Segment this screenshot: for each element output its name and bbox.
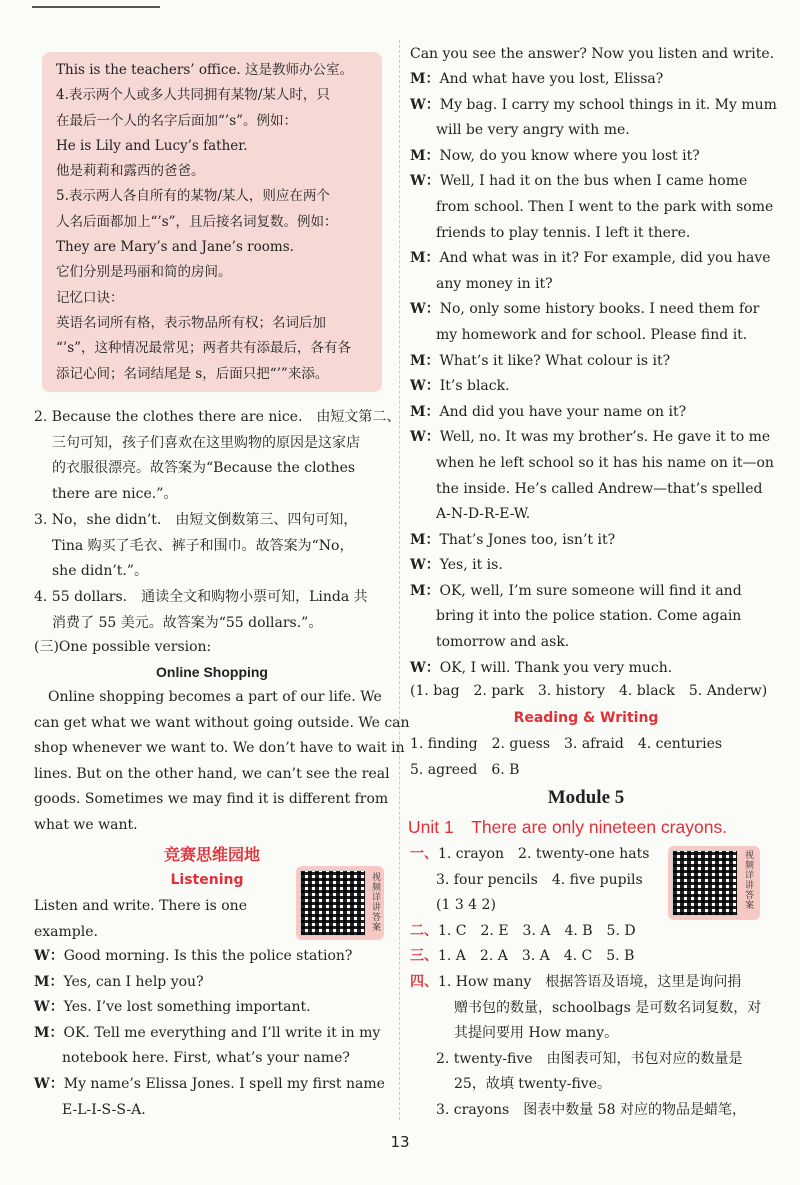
answer-line: 1. How many 根据答语及语境，这里是询问捐 bbox=[438, 974, 742, 990]
dialogue-line: A-N-D-R-E-W. bbox=[436, 506, 531, 523]
essay-line: goods. Sometimes we may find it is different from bbox=[34, 791, 389, 808]
answer-line: 3. No，she didn’t. 由短文倒数第三、四句可知， bbox=[34, 512, 358, 528]
answer-line: 2. twenty-five 由图表可知，书包对应的数量是 bbox=[436, 1050, 743, 1067]
contest-section-title: 竞赛思维园地 bbox=[163, 845, 260, 864]
answer-line: (1 3 4 2) bbox=[436, 897, 496, 914]
note-line: 4.表示两个人或多人共同拥有某物/某人时，只 bbox=[56, 87, 330, 104]
section-3 bbox=[410, 944, 634, 970]
dialogue-right bbox=[410, 67, 777, 681]
qr-code[interactable] bbox=[672, 850, 738, 916]
answer-line: 消费了 55 美元。故答案为“55 dollars.”。 bbox=[52, 614, 323, 631]
answer-line: 的衣服很漂亮。故答案为“Because the clothes bbox=[52, 460, 356, 477]
answer-4 bbox=[34, 585, 390, 636]
dialogue-turn bbox=[34, 970, 394, 996]
dialogue-line: my homework and for school. Please find it. bbox=[436, 326, 748, 343]
note-line: 人名后面都加上“’s”，且后接名词复数。例如： bbox=[56, 213, 338, 230]
dialogue-line: And what have you lost, Elissa? bbox=[439, 71, 664, 87]
qr-caption: 视频详讲答案 bbox=[370, 872, 380, 932]
dialogue-line: OK, I will. Thank you very much. bbox=[439, 659, 673, 676]
essay-line: Online shopping becomes a part of our life. We bbox=[34, 689, 382, 705]
speaker-label: M： bbox=[410, 352, 440, 369]
dialogue-line: That’s Jones too, isn’t it? bbox=[439, 531, 616, 548]
essay-line: lines. But on the other hand, we can’t see the real bbox=[34, 765, 390, 782]
speaker-label: W： bbox=[34, 948, 64, 964]
answer-2 bbox=[34, 405, 401, 507]
dialogue-line: Now, do you know where you lost it? bbox=[439, 147, 700, 164]
listen-prompt: Can you see the answer? Now you listen and write. bbox=[410, 46, 775, 62]
dialogue-line: Yes. I’ve lost something important. bbox=[63, 999, 311, 1016]
speaker-label: M： bbox=[410, 147, 440, 164]
answer-line: 5. agreed 6. B bbox=[410, 761, 520, 778]
intro-line: Listen and write. There is one bbox=[34, 898, 247, 914]
answer-line: 1. crayon 2. twenty-one hats bbox=[438, 846, 650, 862]
answer-line: 1. C 2. E 3. A 4. B 5. D bbox=[438, 923, 636, 939]
qr-code[interactable] bbox=[300, 870, 366, 936]
dialogue-turn bbox=[34, 1021, 394, 1072]
note-line: “’s”，这种情况最常见；两者共有添最后，各有各 bbox=[56, 340, 352, 357]
speaker-label: M： bbox=[410, 71, 440, 87]
dialogue-line: when he left school so it has his name on it—on bbox=[436, 454, 774, 471]
speaker-label: W： bbox=[34, 1075, 64, 1092]
dialogue-line: any money in it? bbox=[436, 275, 553, 292]
dialogue-line: notebook here. First, what’s your name? bbox=[62, 1050, 350, 1067]
note-line: 他是莉莉和露西的爸爸。 bbox=[56, 163, 205, 180]
answer-line: 2. Because the clothes there are nice. 由短文第二、 bbox=[34, 409, 401, 425]
dialogue-line: OK. Tell me everything and I’ll write it in my bbox=[63, 1024, 381, 1041]
dialogue-line: Good morning. Is this the police station? bbox=[63, 948, 353, 964]
speaker-label: M： bbox=[410, 582, 440, 599]
essay-line: can get what we want without going outside. We can bbox=[34, 714, 410, 731]
answer-line: 其提问要用 How many。 bbox=[454, 1025, 619, 1042]
dialogue-line: It’s black. bbox=[439, 378, 510, 395]
speaker-label: W： bbox=[410, 659, 440, 676]
note-line: 它们分别是玛丽和简的房间。 bbox=[56, 264, 232, 281]
listen-intro bbox=[34, 894, 294, 945]
essay-body bbox=[34, 685, 410, 839]
essay-line: what we want. bbox=[34, 816, 138, 833]
speaker-label: W： bbox=[410, 173, 440, 190]
section-4 bbox=[410, 970, 770, 1124]
note-line: 添记心间；名词结尾是 s，后面只把“’”来添。 bbox=[56, 365, 329, 382]
dialogue-line: My bag. I carry my school things in it. My mum bbox=[439, 96, 777, 113]
essay-line: shop whenever we want to. We don’t have to wait in bbox=[34, 740, 405, 757]
answer-line: there are nice.”。 bbox=[52, 485, 178, 502]
dialogue-line: Well, no. It was my brother’s. He gave it to me bbox=[439, 429, 771, 446]
dialogue-line: My name’s Elissa Jones. I spell my first name bbox=[63, 1075, 385, 1092]
module-title: Module 5 bbox=[547, 787, 625, 808]
note-line: 英语名词所有格，表示物品所有权；名词后加 bbox=[56, 314, 326, 331]
note-line: 在最后一个人的名字后面加“’s”。例如： bbox=[56, 112, 298, 129]
answer-line: 1. finding 2. guess 3. afraid 4. centuries bbox=[410, 736, 723, 752]
grammar-note-text bbox=[56, 58, 376, 387]
answer-line: 3. crayons 图表中数量 58 对应的物品是蜡笔， bbox=[436, 1101, 746, 1118]
speaker-label: W： bbox=[410, 557, 440, 574]
speaker-label: M： bbox=[410, 250, 440, 267]
section-2 bbox=[410, 919, 636, 945]
page-number: 13 bbox=[390, 1133, 410, 1151]
listening-title: Listening bbox=[170, 872, 244, 888]
top-rule bbox=[32, 6, 160, 8]
note-line: They are Mary’s and Jane’s rooms. bbox=[56, 239, 294, 256]
dialogue-left bbox=[34, 944, 394, 1123]
note-line: This is the teachers’ office. 这是教师办公室。 bbox=[56, 62, 354, 78]
speaker-label: M： bbox=[410, 403, 440, 420]
section-3-label: (三)One possible version: bbox=[34, 639, 212, 655]
speaker-label: W： bbox=[410, 429, 440, 446]
dialogue-line: the inside. He’s called Andrew—that’s spelled bbox=[436, 480, 763, 497]
essay-title: Online Shopping bbox=[156, 664, 268, 680]
answer-line: 25，故填 twenty-five。 bbox=[454, 1076, 611, 1093]
note-line: 记忆口诀： bbox=[56, 289, 124, 306]
reading-writing-answers bbox=[410, 732, 766, 783]
answer-line: 三句可知，孩子们喜欢在这里购物的原因是这家店 bbox=[52, 434, 360, 451]
speaker-label: M： bbox=[34, 973, 64, 990]
dialogue-line: And did you have your name on it? bbox=[439, 403, 687, 420]
answer-line: 3. four pencils 4. five pupils bbox=[436, 871, 643, 888]
dialogue-line: What’s it like? What colour is it? bbox=[439, 352, 671, 369]
dialogue-line: from school. Then I went to the park with some bbox=[436, 198, 774, 215]
dialogue-line: And what was in it? For example, did you have bbox=[439, 250, 771, 267]
dialogue-line: Yes, can I help you? bbox=[63, 973, 204, 990]
dialogue-line: friends to play tennis. I left it there. bbox=[436, 224, 691, 241]
note-line: He is Lily and Lucy’s father. bbox=[56, 137, 248, 154]
section-tag: 二、 bbox=[410, 923, 438, 939]
answer-line: 1. A 2. A 3. A 4. C 5. B bbox=[438, 948, 635, 964]
answer-line: 4. 55 dollars. 通读全文和购物小票可知，Linda 共 bbox=[34, 589, 368, 605]
answer-3 bbox=[34, 508, 390, 585]
dialogue-line: No, only some history books. I need them for bbox=[439, 301, 760, 318]
dialogue-line: Well, I had it on the bus when I came home bbox=[439, 173, 748, 190]
dialogue-line: tomorrow and ask. bbox=[436, 634, 570, 651]
speaker-label: W： bbox=[410, 301, 440, 318]
dialogue-turn bbox=[34, 944, 394, 970]
dialogue-turn bbox=[34, 1072, 394, 1123]
speaker-label: W： bbox=[410, 378, 440, 395]
dialogue-line: OK, well, I’m sure someone will find it and bbox=[439, 582, 742, 599]
column-divider bbox=[399, 40, 400, 1120]
reading-writing-title: Reading & Writing bbox=[513, 710, 659, 726]
intro-line: example. bbox=[34, 923, 98, 940]
speaker-label: M： bbox=[410, 531, 440, 548]
answer-line: 赠书包的数量，schoolbags 是可数名词复数，对 bbox=[454, 999, 762, 1016]
unit-title: Unit 1 There are only nineteen crayons. bbox=[408, 817, 728, 837]
section-1 bbox=[410, 842, 670, 919]
speaker-label: W： bbox=[34, 999, 64, 1016]
answer-line: Tina 购买了毛衣、裤子和围巾。故答案为“No， bbox=[52, 537, 354, 554]
dialogue-turn bbox=[34, 995, 394, 1021]
dialogue-line: bring it into the police station. Come again bbox=[436, 608, 742, 625]
dialogue-line: Yes, it is. bbox=[439, 557, 503, 574]
note-line: 5.表示两人各自所有的某物/某人，则应在两个 bbox=[56, 188, 330, 205]
listening-answers: (1. bag 2. park 3. history 4. black 5. Anderw) bbox=[410, 683, 768, 699]
section-tag: 三、 bbox=[410, 948, 438, 964]
answer-line: she didn’t.”。 bbox=[52, 563, 149, 580]
dialogue-line: will be very angry with me. bbox=[436, 122, 630, 139]
qr-caption: 视频详讲答案 bbox=[743, 850, 753, 910]
section-tag: 一、 bbox=[410, 846, 438, 862]
dialogue-line: E-L-I-S-S-A. bbox=[62, 1101, 146, 1118]
speaker-label: M： bbox=[34, 1024, 64, 1041]
section-tag: 四、 bbox=[410, 974, 438, 990]
speaker-label: W： bbox=[410, 96, 440, 113]
